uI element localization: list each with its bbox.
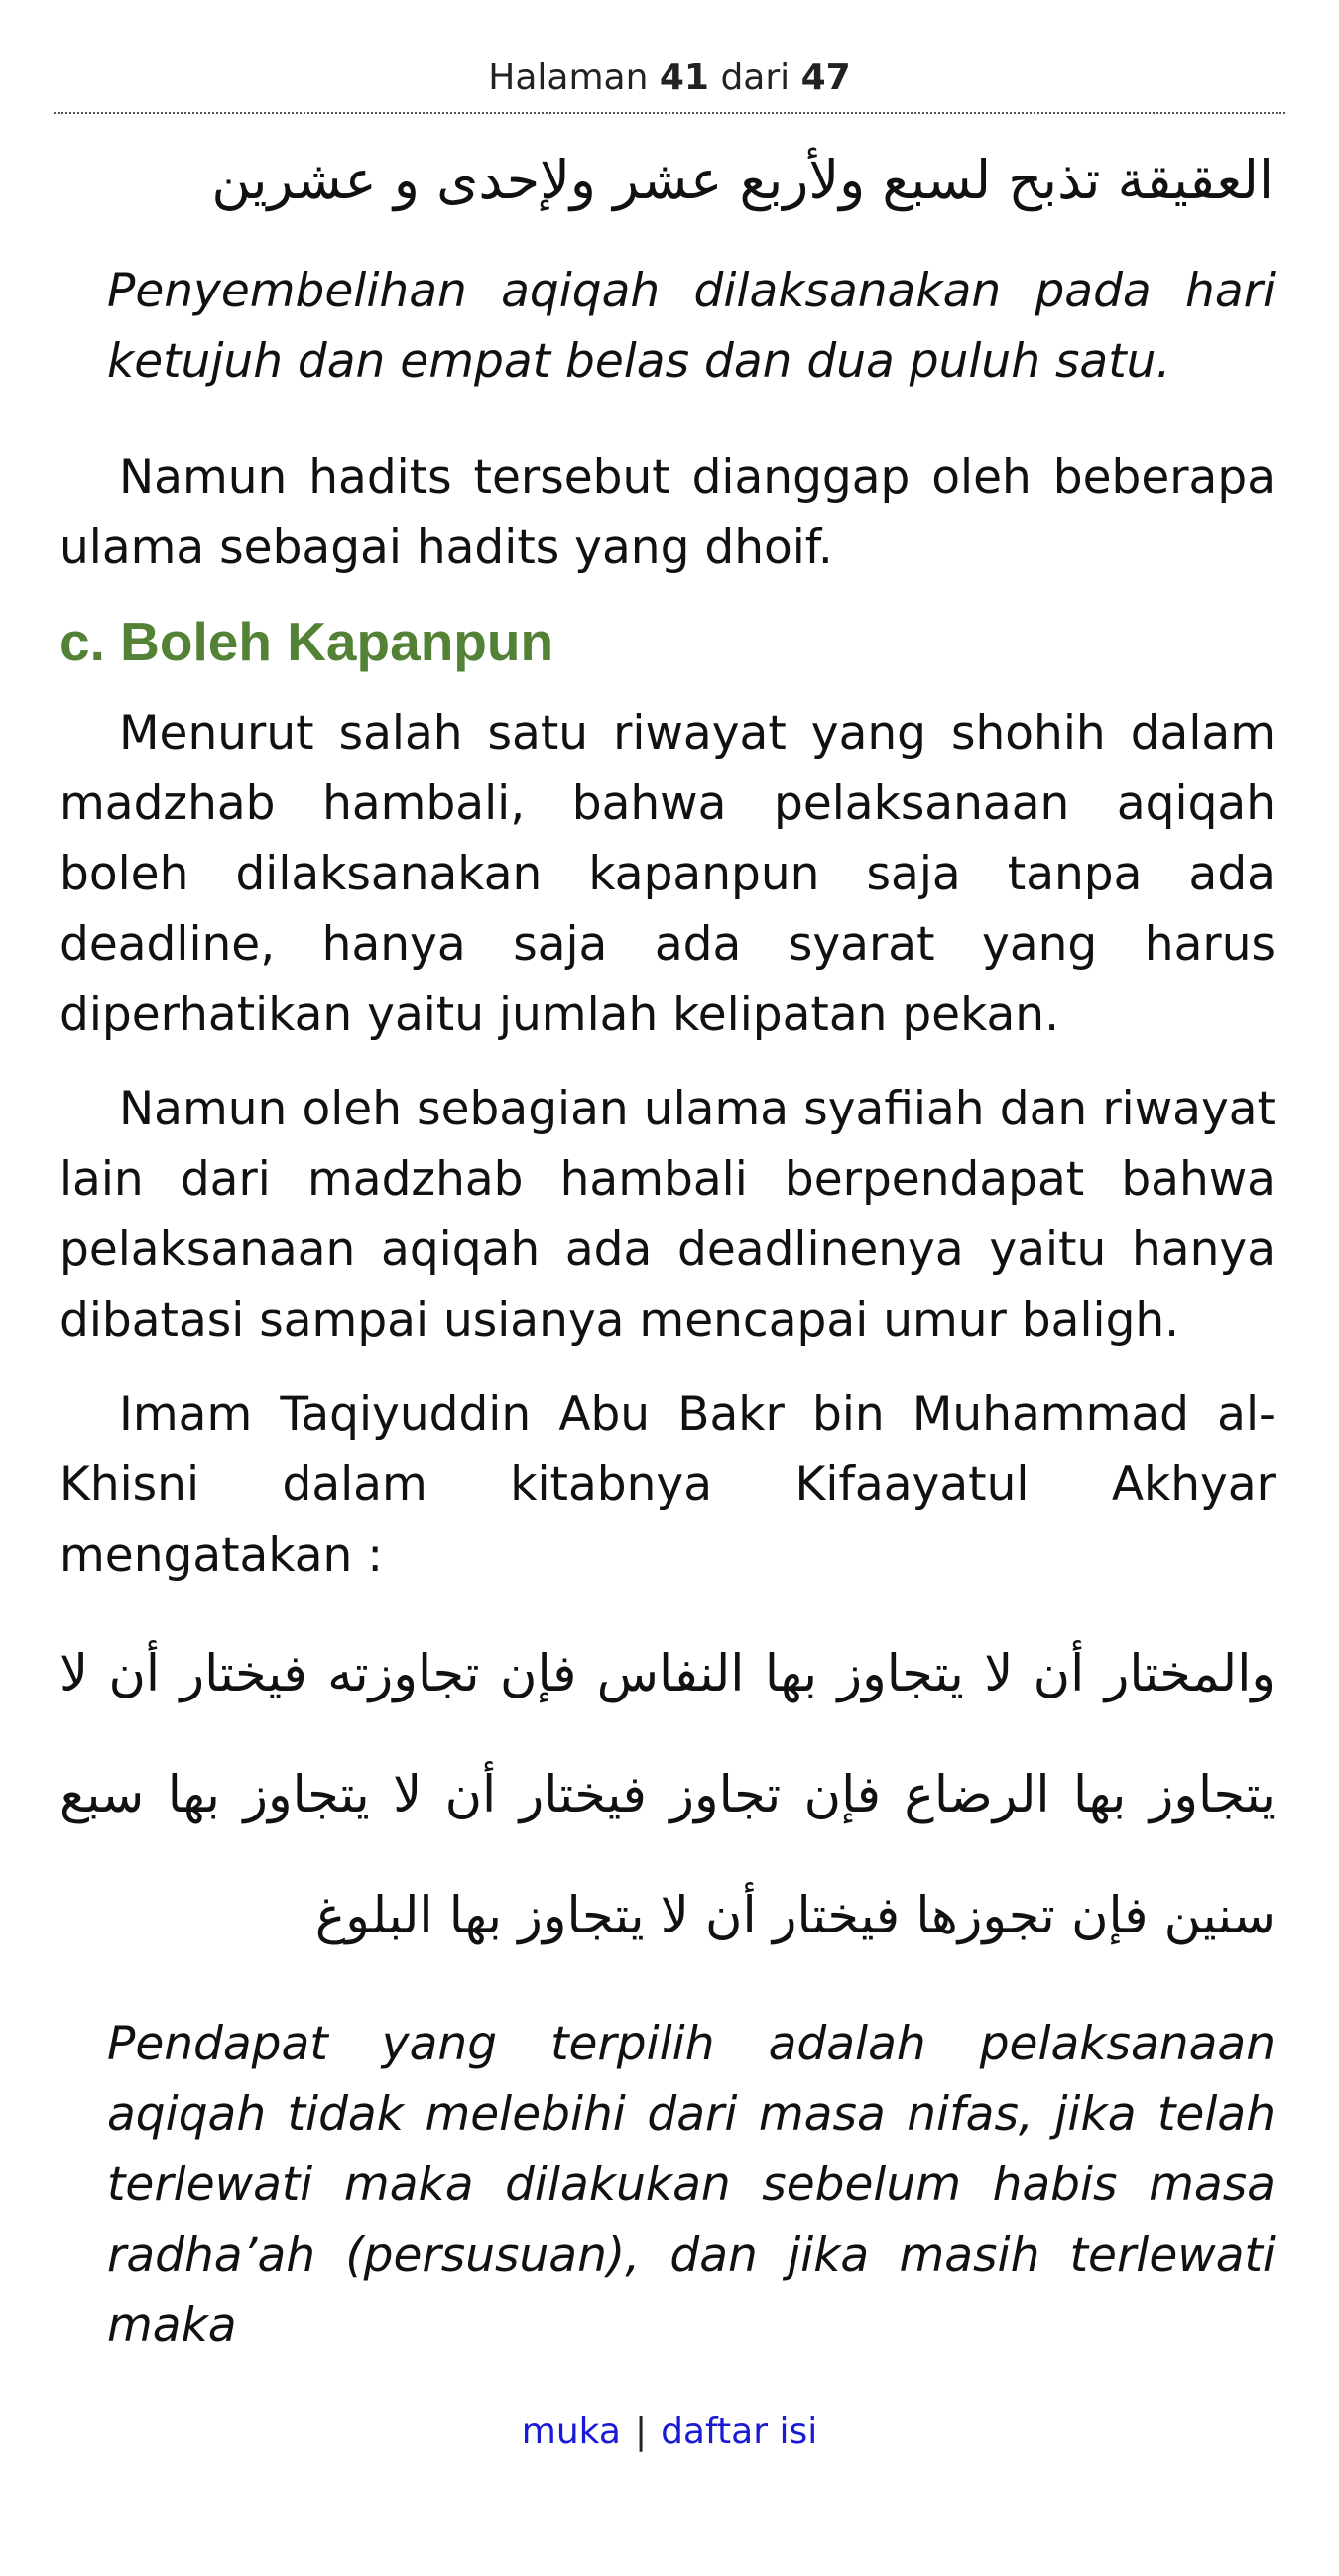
header-divider — [54, 112, 1285, 114]
page-footer — [0, 2411, 1339, 2452]
page-of-label: dari — [720, 58, 791, 98]
page-label: Halaman — [488, 58, 649, 98]
section-heading-c: c. Boleh Kapanpun — [60, 611, 554, 672]
paragraph-hambali-opinion: Menurut salah satu riwayat yang shohih dalam madzhab hambali, bahwa pelaksanaan aqiqah boleh dilaksanakan kapanpun saja tanpa ada deadline, hanya saja ada syarat yang harus diperhatikan yaitu jumlah kelipatan pekan. — [60, 706, 1276, 1042]
paragraph-hadith-status: Namun hadits tersebut dianggap oleh beberapa ulama sebagai hadits yang dhoif. — [60, 450, 1276, 575]
arabic-hadith-title: العقيقة تذبح لسبع ولأربع عشر ولإحدى و عشرين — [211, 149, 1274, 211]
hadith-translation: Penyembelihan aqiqah dilaksanakan pada hari ketujuh dan empat belas dan dua puluh satu. — [107, 264, 1276, 389]
footer-separator: | — [634, 2411, 648, 2452]
current-page-number: 41 — [659, 58, 709, 98]
quote-translation: Pendapat yang terpilih adalah pelaksanaan aqiqah tidak melebihi dari masa nifas, jika telah terlewati maka dilakukan sebelum habis masa radha’ah (persusuan), dan jika masih terlewati maka — [107, 2017, 1276, 2353]
page-content — [60, 131, 1276, 2361]
total-pages-number: 47 — [800, 58, 851, 98]
paragraph-syafiiah-opinion: Namun oleh sebagian ulama syafiiah dan riwayat lain dari madzhab hambali berpendapat bahwa pelaksanaan aqiqah ada deadlinenya yaitu hanya dibatasi sampai usianya mencapai umur baligh. — [60, 1082, 1276, 1347]
arabic-quote: والمختار أن لا يتجاوز بها النفاس فإن تجاوزته فيختار أن لا يتجاوز بها الرضاع فإن تجاوز فيختار أن لا يتجاوز بها سبع سنين فإن تجوزها فيختار أن لا يتجاوز بها البلوغ — [60, 1645, 1276, 1945]
front-page-link[interactable]: muka — [521, 2411, 621, 2452]
paragraph-imam-quote-intro: Imam Taqiyuddin Abu Bakr bin Muhammad al-Khisni dalam kitabnya Kifaayatul Akhyar mengatakan : — [60, 1387, 1276, 1582]
table-of-contents-link[interactable]: daftar isi — [661, 2411, 818, 2452]
page-header — [0, 58, 1339, 98]
